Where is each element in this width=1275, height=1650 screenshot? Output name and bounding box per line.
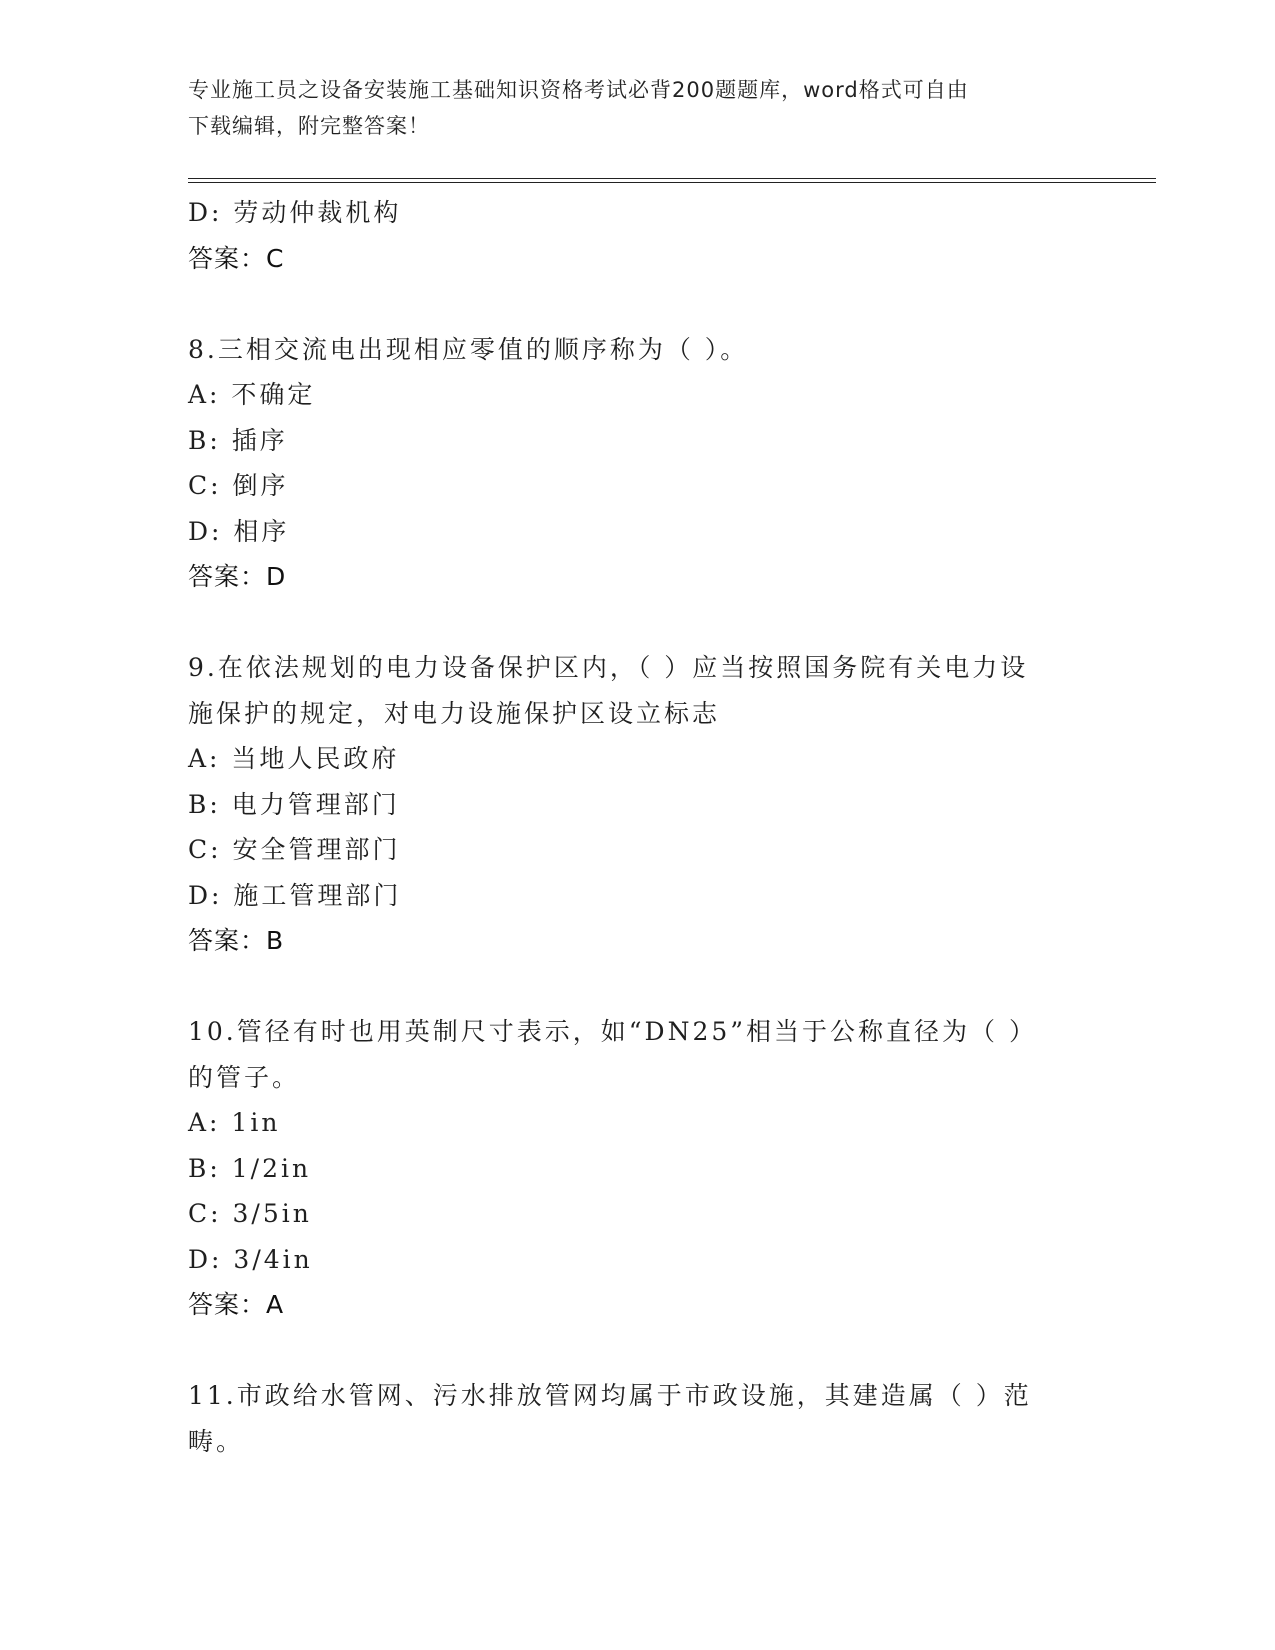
question-content [188,190,1088,1464]
question-9-stem-line-2: 施保护的规定，对电力设施保护区设立标志 [188,698,721,728]
answer-line: 答案：C [188,243,285,273]
option-d: D: 相序 [188,516,290,546]
option-d: D: 施工管理部门 [188,880,402,910]
header-line-2: 下载编辑，附完整答案！ [188,114,430,138]
option-c: C: 安全管理部门 [188,835,401,864]
answer-line: 答案：A [188,1290,285,1319]
header-divider-bottom [188,182,1156,183]
option-a: A: 当地人民政府 [188,744,400,773]
header-divider-top [188,178,1156,179]
option-b: B: 电力管理部门 [188,789,400,819]
page-header [188,72,1088,144]
option-d: D: 劳动仲裁机构 [188,198,402,227]
option-b: B: 插序 [188,425,288,455]
spacer [188,281,1088,327]
question-11-stem-line-2: 畴。 [188,1426,245,1456]
question-9-stem-line-1: 9.在依法规划的电力设备保护区内，（ ）应当按照国务院有关电力设 [188,653,1029,682]
spacer [188,964,1088,1010]
question-10-stem-line-1: 10.管径有时也用英制尺寸表示，如“DN25”相当于公称直径为（ ） [188,1017,1037,1046]
answer-line: 答案：B [188,926,285,955]
option-d: D: 3/4in [188,1244,313,1274]
question-8-stem: 8.三相交流电出现相应零值的顺序称为（ ）。 [188,334,749,364]
option-c: C: 倒序 [188,471,289,500]
header-line-1: 专业施工员之设备安装施工基础知识资格考试必背200题题库，word格式可自由 [188,78,969,102]
option-c: C: 3/5in [188,1199,312,1228]
spacer [188,1328,1088,1374]
question-10-stem-line-2: 的管子。 [188,1062,301,1092]
option-a: A: 不确定 [188,380,316,409]
question-11-stem-line-1: 11.市政给水管网、污水排放管网均属于市政设施，其建造属（ ）范 [188,1381,1032,1410]
spacer [188,600,1088,646]
option-b: B: 1/2in [188,1153,312,1183]
answer-line: 答案：D [188,562,287,591]
option-a: A: 1in [188,1108,281,1137]
